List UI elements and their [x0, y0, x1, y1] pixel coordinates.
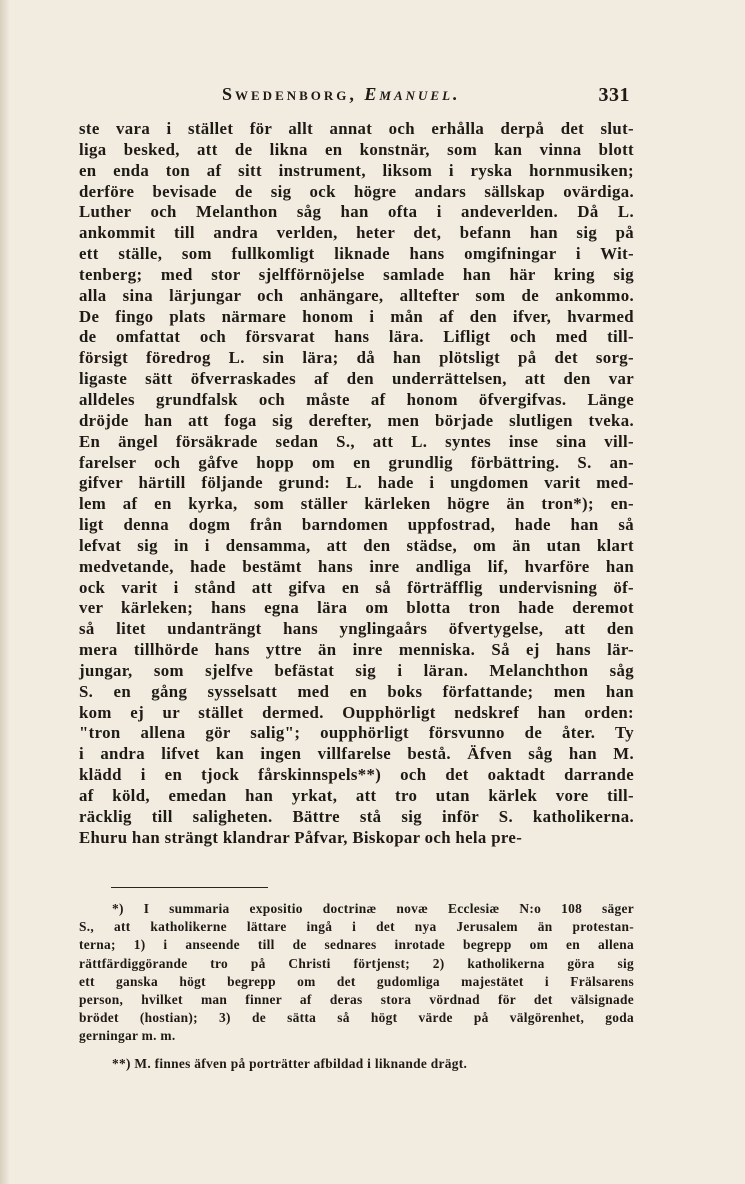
text-line: "tron allena gör salig"; oupphörligt försvunno de åter. Ty: [79, 723, 634, 743]
text-line: lefvat sig in i densamma, att den städse, om än utan klart: [79, 535, 634, 555]
footnote-1: [79, 900, 634, 1046]
footnotes: [79, 900, 634, 1073]
footnote-line: brödet (hostian); 3) de sätta så högt värde på välgörenhet, goda: [79, 1010, 634, 1026]
text-line: ankommit till andra verlden, heter det, befann han sig på: [79, 223, 634, 243]
footnote-line: S., att katholikerne lättare ingå i det nya Jerusalem än protestan-: [79, 919, 634, 935]
text-line: En ängel försäkrade sedan S., att L. syntes inse sina vill-: [79, 431, 634, 451]
footnote-line: gerningar m. m.: [79, 1028, 176, 1044]
page-edge: [0, 0, 9, 1184]
text-line: ligaste sätt öfverraskades af den underrättelsen, att den var: [79, 369, 634, 389]
footnote-line: ett ganska högt begrepp om det gudomliga majestätet i Frälsarens: [79, 973, 634, 989]
footnote-line: person, hvilket man finner af deras stora vördnad för det välsignade: [79, 991, 634, 1007]
text-line: af köld, emedan han yrkat, att tro utan kärlek vore till-: [79, 786, 634, 805]
text-line: De fingo plats närmare honom i mån af den ifver, hvarmed: [79, 306, 634, 326]
body-text: [79, 119, 634, 849]
text-line: ste vara i stället för allt annat och erhålla derpå det slut-: [79, 119, 634, 138]
footnote-line: rättfärdiggörande tro på Christi förtjenst; 2) katholikerna göra sig: [79, 955, 634, 971]
text-line: mera tillhörde hans yttre än inre menniska. Så ej hans lär-: [79, 640, 634, 660]
text-line: farelser och gåfve hopp om en grundlig förbättring. S. an-: [79, 452, 634, 472]
page-number: 331: [598, 84, 630, 106]
text-line: ligt denna dogm från barndomen uppfostrad, hade han så: [79, 515, 634, 535]
text-line: i andra lifvet kan ingen villfarelse bestå. Äfven såg han M.: [79, 744, 634, 764]
text-line: lem af en kyrka, som ställer kärleken högre än tron*); en-: [79, 494, 634, 514]
text-line: ock varit i stånd att gifva en så förträfflig undervisning öf-: [79, 577, 634, 597]
footnote-2: [79, 1055, 634, 1073]
footnote-line: **) M. finnes äfven på porträtter afbildad i liknande drägt.: [112, 1055, 468, 1071]
text-line: tenberg; med stor sjelfförnöjelse samlade han här kring sig: [79, 264, 634, 284]
text-line: Ehuru han strängt klandrar Påfvar, Biskopar och hela pre-: [79, 827, 523, 847]
text-line: liga besked, att de likna en konstnär, som kan vinna blott: [79, 139, 634, 159]
footnote-line: *) I summaria expositio doctrinæ novæ Ecclesiæ N:o 108 säger: [112, 901, 634, 916]
text-line: alldeles grundfalsk och måste af honom öfvergifvas. Länge: [79, 389, 634, 409]
text-line: dröjde han att foga sig derefter, men började slutligen tveka.: [79, 410, 634, 430]
running-head: [222, 84, 630, 110]
footnote-line: terna; 1) i anseende till de sednares inrotade begrepp om en allena: [79, 937, 634, 953]
text-line: ett ställe, som fullkomligt liknade hans omgifningar i Wit-: [79, 244, 634, 264]
text-line: ver kärleken; hans egna lära om blotta tron hade deremot: [79, 598, 634, 618]
author-surname: Swedenborg,: [222, 84, 357, 104]
author-firstname: Emanuel.: [364, 84, 461, 104]
text-line: gifver härtill följande grund: L. hade i ungdomen varit med-: [79, 473, 634, 493]
text-line: en enda ton af sitt instrument, liksom i ryska hornmusiken;: [79, 160, 634, 180]
text-line: Luther och Melanthon såg han ofta i andeverlden. Då L.: [79, 202, 634, 222]
text-line: S. en gång sysselsatt med en boks författande; men han: [79, 681, 634, 701]
running-head-name: [222, 84, 461, 105]
text-line: kom ej ur stället dermed. Oupphörligt nedskref han orden:: [79, 702, 634, 722]
footnote-rule: [111, 887, 268, 888]
footnote-gap: [79, 1046, 634, 1055]
text-line: klädd i en tjock fårskinnspels**) och det oaktadt darrande: [79, 765, 634, 785]
text-line: försigt föredrog L. sin lära; då han plötsligt på det sorg-: [79, 348, 634, 368]
text-line: derföre bevisade de sig ock högre andars sällskap ovärdiga.: [79, 181, 634, 201]
text-line: alla sina lärjungar och anhängare, alltefter som de ankommo.: [79, 285, 634, 305]
text-line: medvetande, hade bestämt hans inre andliga lif, hvarföre han: [79, 556, 634, 576]
text-line: de omfattat och försvarat hans lära. Lifligt och med till-: [79, 327, 634, 347]
text-line: jungar, som sjelfve befästat sig i läran. Melanchthon såg: [79, 660, 634, 680]
text-line: räcklig till saligheten. Bättre stå sig inför S. katholikerna.: [79, 806, 634, 826]
text-line: så litet undanträngt hans ynglingaårs öfvertygelse, att den: [79, 619, 634, 639]
